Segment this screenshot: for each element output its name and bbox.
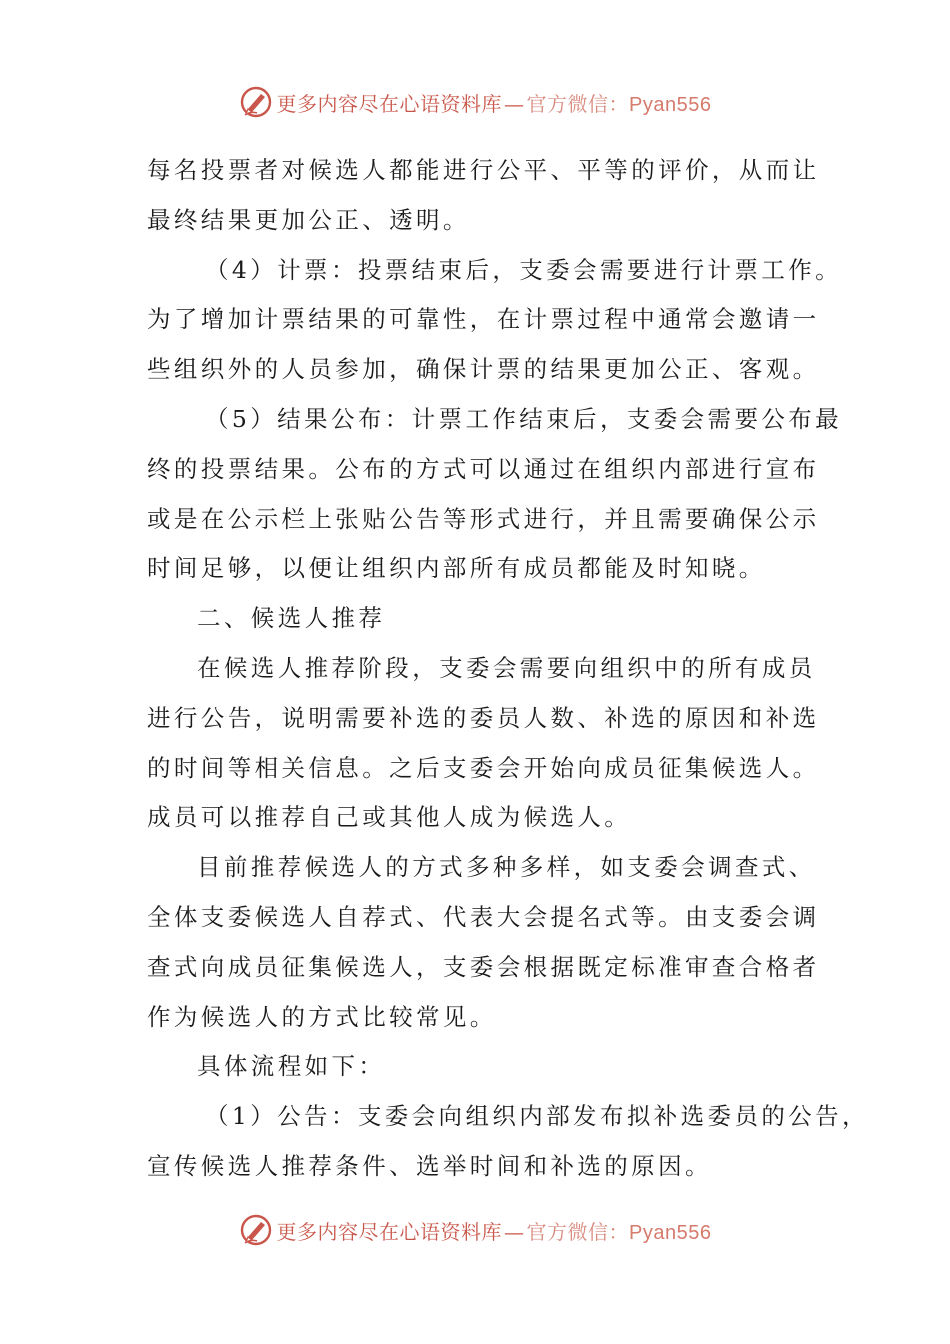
text-line: 每名投票者对候选人都能进行公平、平等的评价，从而让 [147, 156, 820, 184]
document-body [147, 146, 869, 1192]
text-line: 为了增加计票结果的可靠性，在计票过程中通常会邀请一 [147, 305, 820, 334]
text-line: 进行公告，说明需要补选的委员人数、补选的原因和补选 [147, 703, 820, 732]
text-line: 或是在公示栏上张贴公告等形式进行，并且需要确保公示 [147, 504, 820, 533]
section-heading: 二、候选人推荐 [197, 604, 386, 633]
banner-dash: — [504, 91, 525, 116]
text-line: 的时间等相关信息。之后支委会开始向成员征集候选人。 [147, 753, 820, 782]
banner-wechat-id: Pyan556 [629, 1221, 712, 1244]
text-line: 在候选人推荐阶段，支委会需要向组织中的所有成员 [197, 653, 816, 682]
text-line: 作为候选人的方式比较常见。 [147, 1002, 497, 1031]
banner-prefix: 更多内容尽在心语资料库 [276, 91, 503, 116]
text-line: 全体支委候选人自荐式、代表大会提名式等。由支委会调 [147, 902, 820, 931]
banner-wechat-label: 官方微信： [526, 91, 630, 116]
header-watermark-banner [0, 82, 950, 122]
text-line: 些组织外的人员参加，确保计票的结果更加公正、客观。 [147, 355, 820, 384]
text-line: 终的投票结果。公布的方式可以通过在组织内部进行宣布 [147, 454, 820, 483]
pen-circle-logo-icon [239, 85, 273, 119]
banner-prefix: 更多内容尽在心语资料库 [276, 1219, 503, 1244]
pen-circle-logo-icon [239, 1213, 273, 1247]
text-line: 查式向成员征集候选人，支委会根据既定标准审查合格者 [147, 952, 820, 981]
footer-watermark-banner [0, 1210, 950, 1250]
text-line: （1）公告：支委会向组织内部发布拟补选委员的公告， [205, 1102, 869, 1131]
text-line: （4）计票：投票结束后，支委会需要进行计票工作。 [205, 255, 843, 284]
text-line: （5）结果公布：计票工作结束后，支委会需要公布最 [205, 404, 843, 433]
text-line: 宣传候选人推荐条件、选举时间和补选的原因。 [147, 1151, 712, 1180]
text-line: 最终结果更加公正、透明。 [147, 205, 470, 234]
text-line: 具体流程如下： [197, 1052, 386, 1081]
banner-wechat-id: Pyan556 [629, 93, 712, 116]
banner-wechat-label: 官方微信： [526, 1219, 630, 1244]
text-line: 成员可以推荐自己或其他人成为候选人。 [147, 803, 632, 832]
banner-dash: — [504, 1219, 525, 1244]
text-line: 时间足够，以便让组织内部所有成员都能及时知晓。 [147, 554, 766, 583]
text-line: 目前推荐候选人的方式多种多样，如支委会调查式、 [197, 853, 816, 882]
banner-text [277, 88, 712, 117]
banner-text [277, 1216, 712, 1245]
